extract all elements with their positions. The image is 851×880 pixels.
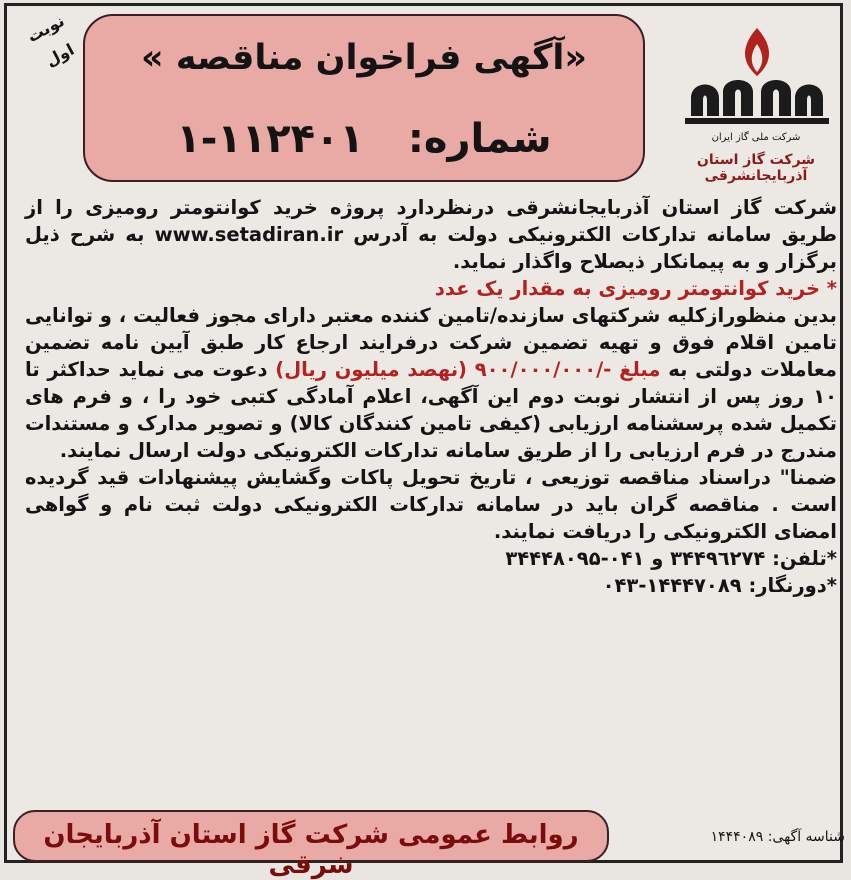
fax-line xyxy=(25,572,837,599)
phone-line xyxy=(25,545,837,572)
fax-label: *دورنگار: xyxy=(748,574,837,597)
tender-number xyxy=(85,116,643,162)
phone-label: *تلفن: xyxy=(772,547,837,570)
logo-parent-company-text: شرکت ملی گاز ایران xyxy=(711,132,801,143)
fax-value: ٠۴١-٣۴۴۴٧٠٨٩ xyxy=(602,574,742,597)
ad-id-value: ١۴۴۴٠٨٩ xyxy=(710,829,764,845)
advertisement-frame xyxy=(4,3,845,880)
website-url[interactable]: www.setadiran.ir xyxy=(154,223,344,246)
page-title: «آگهی فراخوان مناقصه » xyxy=(140,38,588,78)
tender-number-value: ١١٢-١۴٠١ xyxy=(176,116,364,162)
announcement-body xyxy=(25,194,837,599)
phone-value: ٣۴۴٩٦٢٧۴ و ٠۴١-٣۴۴۴٨٠٩۵ xyxy=(505,547,766,570)
invitation-text-end: دعوت می نماید حداکثر تا ١٠ روز پس از انتشار نوبت دوم این آگهی، اعلام آمادگی کتبی خود را ، و فرم های تکمیل شده پرسشنامه ارزیابی (کیفی تامین کنندگان کالا) و تصویر مدارک و مستندات مندرج در فرم ارزیابی را از طریق سامانه تدارکات الکترونیکی دولت ارسال نمایند. xyxy=(25,358,837,462)
invitation-text: بدین منظورازکلیه شرکتهای سازنده/تامین کننده معتبر دارای مجوز فعالیت ، و توانایی تامین اقلام فوق و تهیه تضمین شرکت درفرایند ارجاع کار طبق آیین نامه تضمین معاملات دولتی به xyxy=(25,304,837,381)
tender-number-label: شماره: xyxy=(407,116,552,162)
notes-paragraph: ضمنا" دراسناد مناقصه توزیعی ، تاریخ تحویل پاکات وگشایش پیشنهادات قید گردیده است . مناقصه گران باید در سامانه تدارکات الکترونیکی دولت ثبت نام و گواهی امضای الکترونیکی را دریافت نمایند. xyxy=(25,466,837,543)
logo-company-name: شرکت گاز استان آذربایجانشرقی xyxy=(696,152,816,184)
public-relations-signature: روابط عمومی شرکت گاز استان آذربایجان شرقی xyxy=(43,820,579,880)
intro-text: شرکت گاز استان آذربایجانشرقی درنظردارد پروژه خرید کوانتومتر رومیزی را از طریق سامانه تدارکات الکترونیکی دولت به آدرس xyxy=(25,196,837,246)
tender-item: * خرید کوانتومتر رومیزی به مقدار یک عدد xyxy=(434,277,837,300)
ad-id-label: شناسه آگهی: xyxy=(767,829,845,845)
intro-paragraph xyxy=(25,194,837,275)
header-box xyxy=(83,14,645,182)
guarantee-amount: مبلغ -/٩٠٠/٠٠٠/٠٠٠ (نهصد میلیون ریال) xyxy=(275,358,661,381)
ad-identifier xyxy=(623,829,845,845)
gas-flame-logo-icon xyxy=(671,20,841,130)
footer-box xyxy=(13,810,609,880)
company-logo xyxy=(671,20,841,184)
intro-text-end: به شرح ذیل برگزار و به پیمانکار ذیصلاح واگذار نماید. xyxy=(25,223,837,273)
invitation-paragraph xyxy=(25,302,837,464)
first-publication-stamp: نوبت اول xyxy=(24,11,78,71)
